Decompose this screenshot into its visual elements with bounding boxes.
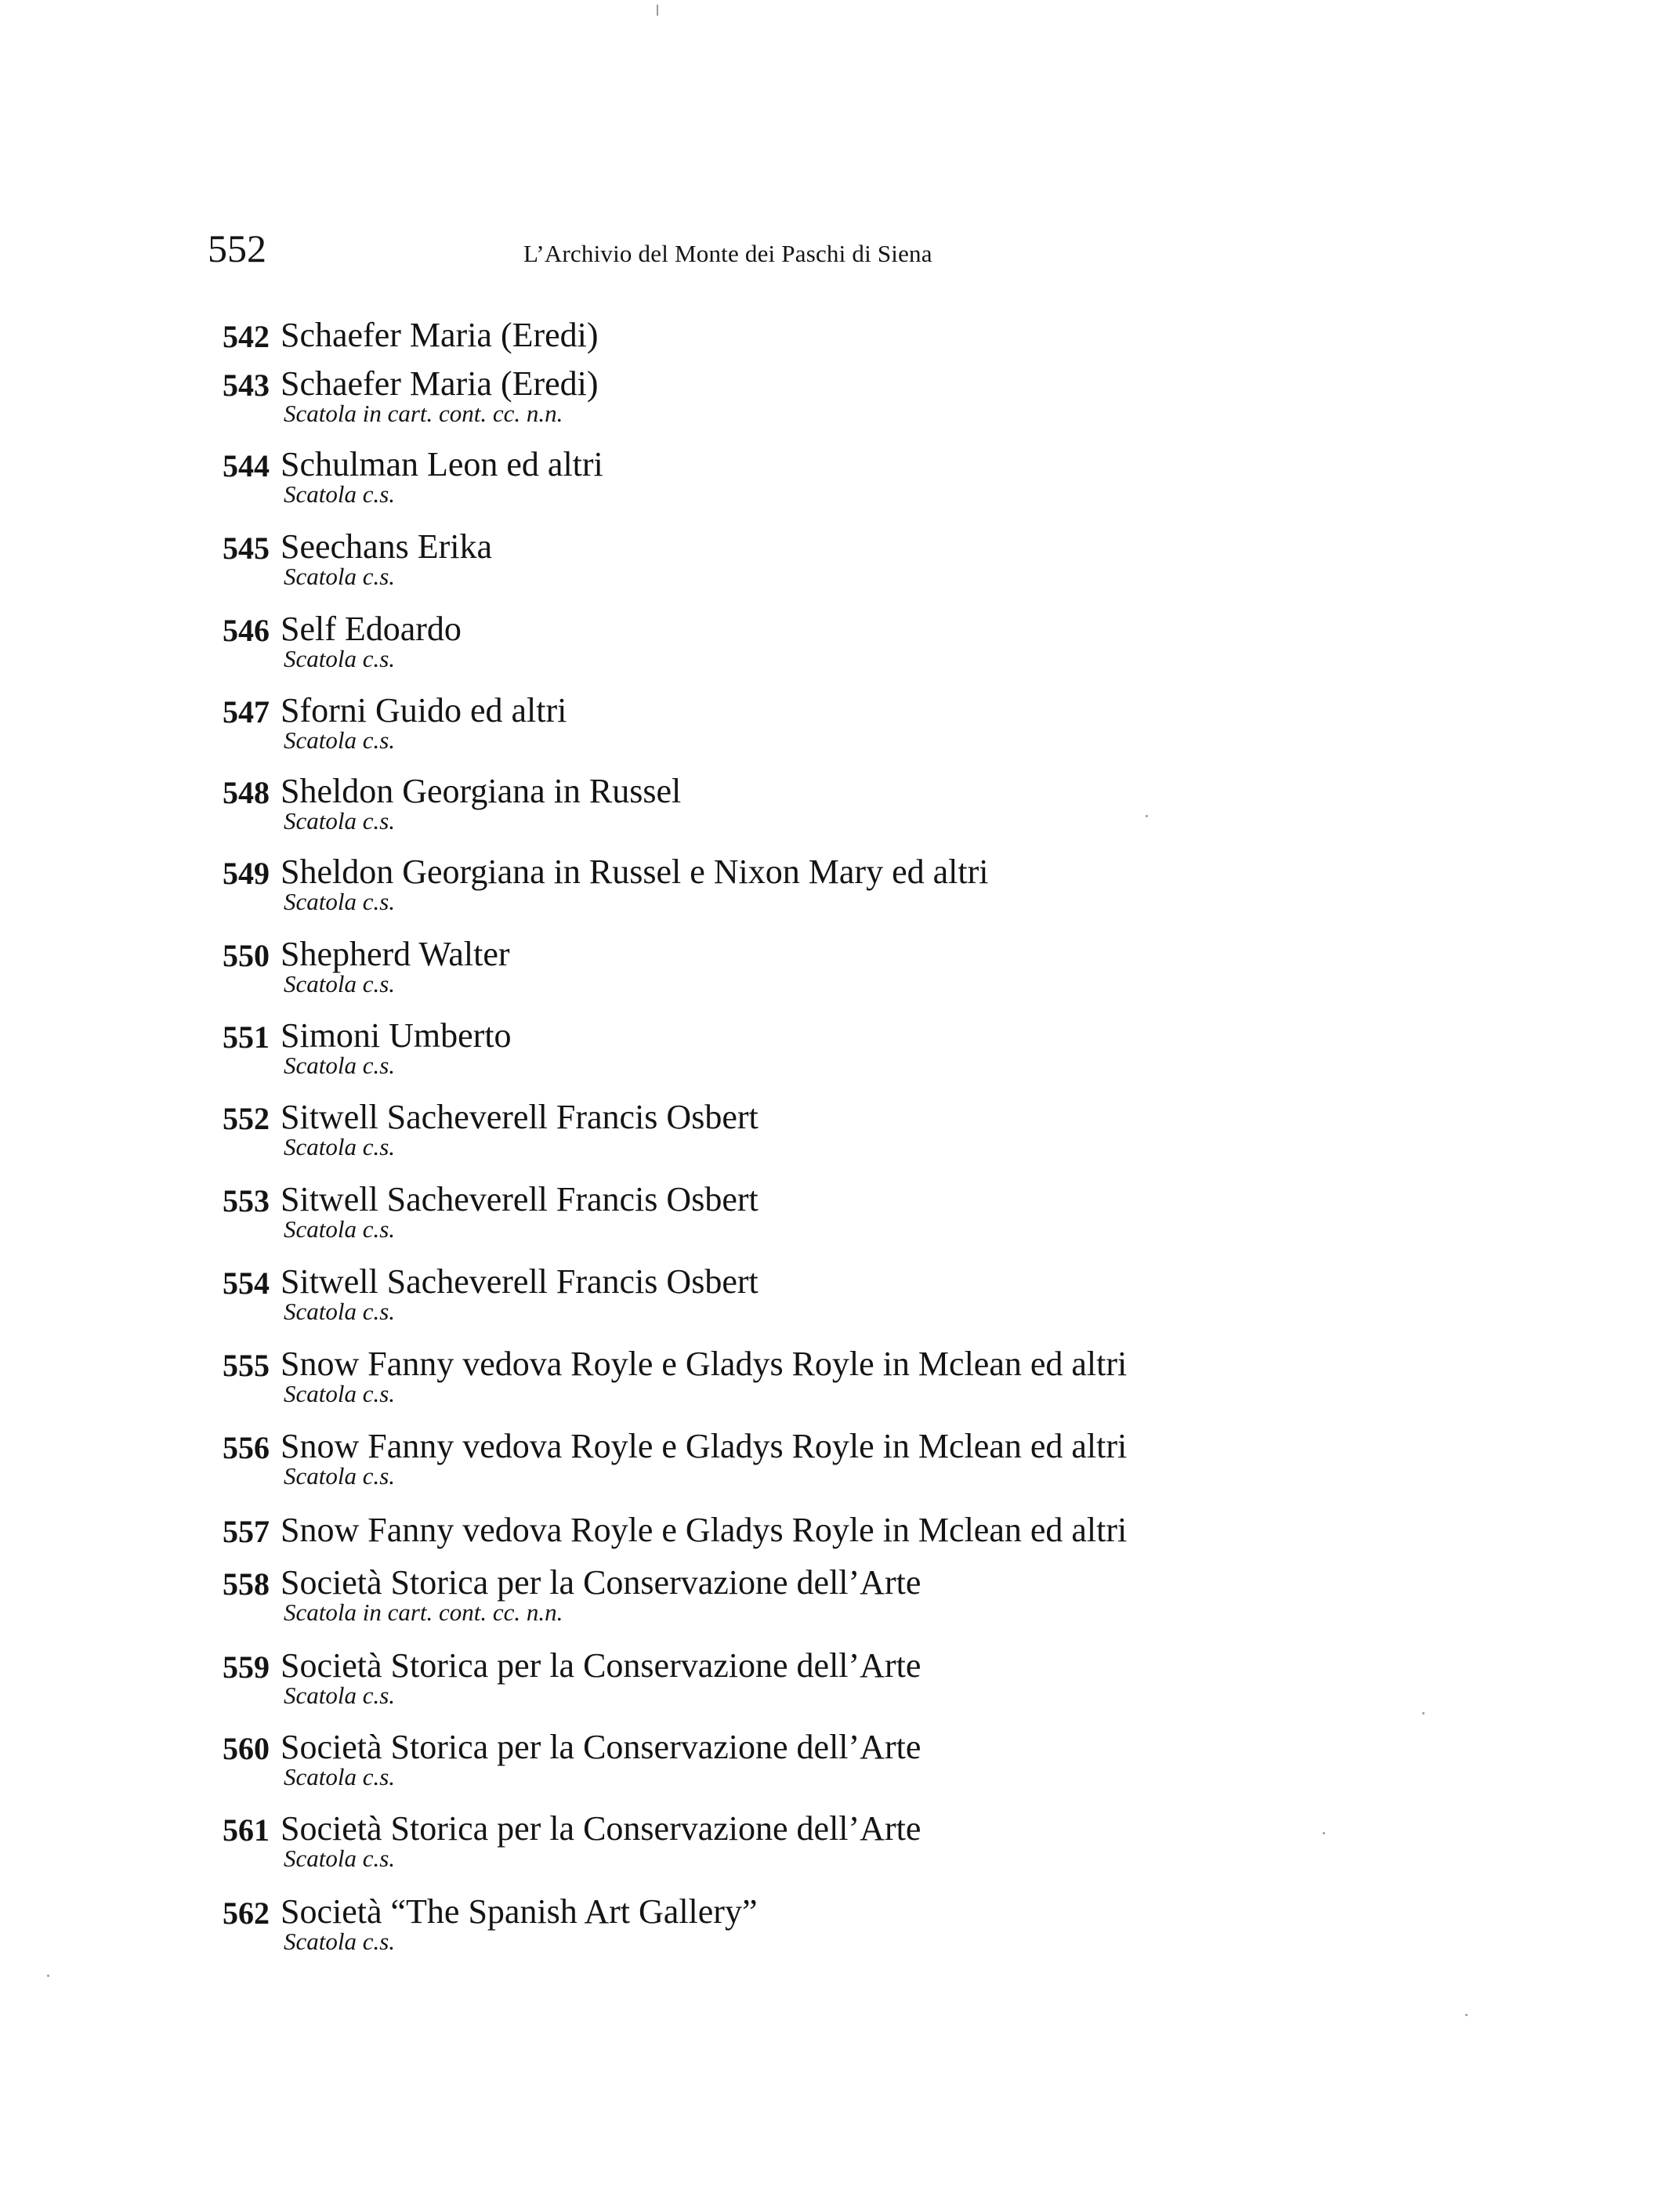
- scan-speck: [657, 5, 658, 16]
- entry-title: Schaefer Maria (Eredi): [281, 316, 599, 354]
- scan-speck: [47, 1975, 49, 1977]
- scan-speck: [1465, 2014, 1468, 2016]
- entry-number: 551: [223, 1019, 270, 1055]
- entry-title: Società Storica per la Conservazione dell’Arte: [281, 1728, 921, 1766]
- entry-note: Scatola in cart. cont. cc. n.n.: [284, 1598, 563, 1626]
- entry-title: Sitwell Sacheverell Francis Osbert: [281, 1098, 759, 1136]
- entry-title: Sitwell Sacheverell Francis Osbert: [281, 1262, 759, 1301]
- entry-note: Scatola c.s.: [284, 726, 396, 754]
- entry-number: 555: [223, 1348, 270, 1383]
- entry-note: Scatola c.s.: [284, 1133, 396, 1160]
- entry-note: Scatola c.s.: [284, 1682, 396, 1709]
- entry-note: Scatola c.s.: [284, 807, 396, 835]
- entry-title: Sheldon Georgiana in Russel: [281, 772, 682, 810]
- entry-number: 561: [223, 1812, 270, 1848]
- entry-title: Seechans Erika: [281, 527, 492, 566]
- entry-note: Scatola c.s.: [284, 1215, 396, 1243]
- entry-title: Sforni Guido ed altri: [281, 691, 567, 730]
- entry-number: 544: [223, 448, 270, 483]
- entry-number: 559: [223, 1649, 270, 1685]
- entry-note: Scatola c.s.: [284, 1462, 396, 1490]
- entry-number: 552: [223, 1101, 270, 1136]
- entry-note: Scatola c.s.: [284, 563, 396, 590]
- entry-number: 558: [223, 1566, 270, 1602]
- entry-note: Scatola c.s.: [284, 1298, 396, 1325]
- entry-number: 546: [223, 613, 270, 648]
- scan-speck: [1146, 815, 1148, 817]
- entry-note: Scatola c.s.: [284, 1845, 396, 1872]
- entry-title: Snow Fanny vedova Royle e Gladys Royle in Mclean ed altri: [281, 1345, 1128, 1383]
- entry-title: Società Storica per la Conservazione dell’Arte: [281, 1646, 921, 1685]
- entry-number: 560: [223, 1731, 270, 1766]
- entry-title: Società “The Spanish Art Gallery”: [281, 1892, 758, 1931]
- entry-number: 562: [223, 1895, 270, 1931]
- page-number: 552: [208, 226, 266, 270]
- entry-number: 556: [223, 1430, 270, 1465]
- entry-title: Società Storica per la Conservazione dell’Arte: [281, 1809, 921, 1848]
- entry-number: 545: [223, 530, 270, 566]
- entry-number: 553: [223, 1183, 270, 1218]
- entry-number: 543: [223, 367, 270, 403]
- scan-speck: [1422, 1712, 1425, 1714]
- entry-title: Schulman Leon ed altri: [281, 445, 603, 483]
- entry-note: Scatola c.s.: [284, 1380, 396, 1407]
- entry-note: Scatola in cart. cont. cc. n.n.: [284, 400, 563, 427]
- entry-title: Schaefer Maria (Eredi): [281, 364, 599, 403]
- entry-note: Scatola c.s.: [284, 970, 396, 997]
- entry-number: 554: [223, 1265, 270, 1301]
- entry-title: Simoni Umberto: [281, 1016, 512, 1055]
- entry-note: Scatola c.s.: [284, 645, 396, 672]
- running-title: L’Archivio del Monte dei Paschi di Siena: [523, 240, 932, 267]
- entry-number: 557: [223, 1514, 270, 1549]
- entry-title: Sheldon Georgiana in Russel e Nixon Mary ed altri: [281, 853, 989, 891]
- entry-note: Scatola c.s.: [284, 1928, 396, 1955]
- entry-title: Snow Fanny vedova Royle e Gladys Royle in Mclean ed altri: [281, 1427, 1128, 1465]
- entry-number: 548: [223, 775, 270, 810]
- entry-number: 547: [223, 694, 270, 730]
- entry-title: Società Storica per la Conservazione dell’Arte: [281, 1563, 921, 1602]
- entry-note: Scatola c.s.: [284, 1052, 396, 1079]
- entry-title: Sitwell Sacheverell Francis Osbert: [281, 1180, 759, 1218]
- entry-note: Scatola c.s.: [284, 480, 396, 508]
- entry-number: 550: [223, 938, 270, 973]
- entry-number: 549: [223, 856, 270, 891]
- entry-title: Shepherd Walter: [281, 935, 510, 973]
- entry-title: Self Edoardo: [281, 610, 462, 648]
- entry-note: Scatola c.s.: [284, 1763, 396, 1790]
- entry-note: Scatola c.s.: [284, 888, 396, 915]
- entry-title: Snow Fanny vedova Royle e Gladys Royle in Mclean ed altri: [281, 1511, 1128, 1549]
- scan-speck: [1323, 1832, 1325, 1834]
- entry-number: 542: [223, 319, 270, 354]
